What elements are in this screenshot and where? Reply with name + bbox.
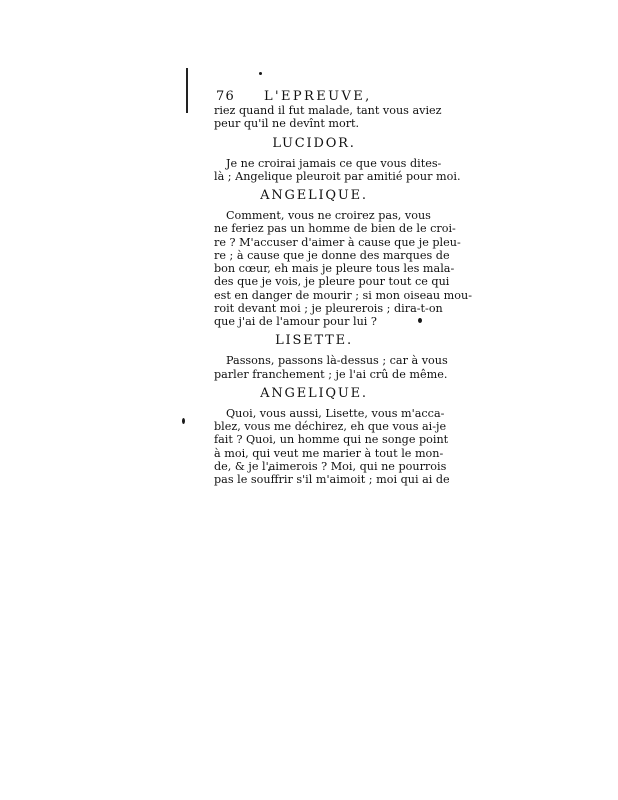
- text-line: est en danger de mourir ; si mon oiseau mou-: [214, 288, 472, 302]
- text-line: Comment, vous ne croirez pas, vous: [226, 209, 431, 222]
- text-line: des que je vois, je pleure pour tout ce qui: [214, 275, 450, 289]
- page-margin-rule: [186, 68, 188, 113]
- text-line: pas le souffrir s'il m'aimoit ; moi qui ai de: [214, 473, 450, 486]
- text-line: parler franchement ; je l'ai crû de même.: [214, 367, 448, 381]
- text-line: Je ne croirai jamais ce que vous dites-: [226, 156, 442, 170]
- speaker-heading: LISETTE.: [275, 333, 353, 349]
- text-line: re ? M'accuser d'aimer à cause que je pleu-: [214, 235, 461, 249]
- text-line: bon cœur, eh mais je pleure tous les mala-: [214, 262, 455, 275]
- running-title: L'EPREUVE,: [264, 89, 372, 104]
- ink-speck: [259, 72, 262, 75]
- ink-speck: [418, 318, 422, 323]
- speaker-heading: LUCIDOR.: [272, 135, 356, 151]
- page-number: 76: [216, 89, 235, 104]
- text-line: roit devant moi ; je pleurerois ; dira-t-on: [214, 301, 443, 315]
- text-line: riez quand il fut malade, tant vous aviez: [214, 104, 442, 117]
- text-line: là ; Angelique pleuroit par amitié pour moi.: [214, 169, 461, 183]
- text-line: à moi, qui veut me marier à tout le mon-: [214, 446, 444, 460]
- page-header: [214, 90, 392, 104]
- text-line: ne feriez pas un homme de bien de le croi-: [214, 222, 456, 236]
- text-line: peur qu'il ne devînt mort.: [214, 117, 360, 131]
- text-line: Passons, passons là-dessus ; car à vous: [226, 354, 448, 368]
- text-line: fait ? Quoi, un homme qui ne songe point: [214, 433, 449, 447]
- text-line: que j'ai de l'amour pour lui ?: [214, 315, 377, 328]
- ink-speck: [182, 418, 185, 424]
- speaker-heading: ANGELIQUE.: [260, 385, 368, 401]
- text-line: re ; à cause que je donne des marques de: [214, 248, 450, 262]
- text-line: Quoi, vous aussi, Lisette, vous m'acca-: [226, 406, 445, 420]
- text-line: blez, vous me déchirez, eh que vous ai-je: [214, 420, 447, 433]
- book-page-text: [214, 89, 472, 486]
- text-line: de, & je l'aimerois ? Moi, qui ne pourrois: [214, 459, 447, 473]
- speaker-heading: ANGELIQUE.: [260, 188, 368, 203]
